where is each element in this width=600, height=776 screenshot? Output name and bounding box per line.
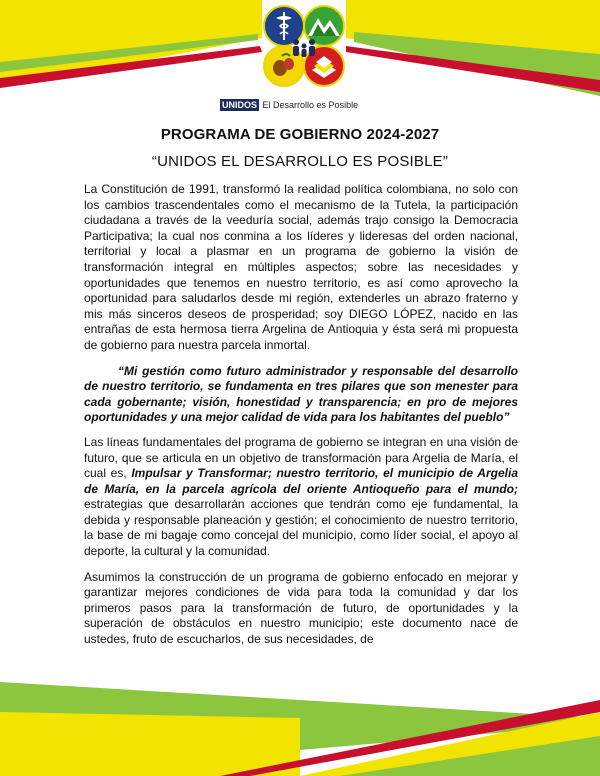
paragraph-lineas	[84, 435, 518, 560]
document-body	[84, 182, 518, 658]
unidos-logo	[262, 4, 346, 88]
document-subtitle: “UNIDOS EL DESARROLLO ES POSIBLE”	[151, 153, 449, 170]
paragraph-lineas-emphasis: Impulsar y Transformar; nuestro territorio, el municipio de Argelia de María, en la parcela agrícola del oriente Antioqueño para el mundo;	[84, 466, 518, 496]
tagline-brand: UNIDOS	[222, 100, 258, 110]
bottom-left-yellow-band	[0, 712, 300, 776]
document-title: PROGRAMA DE GOBIERNO 2024-2027	[160, 126, 440, 143]
tagline-text: El Desarrollo es Posible	[262, 100, 359, 110]
quote-paragraph: “Mi gestión como futuro administrador y responsable del desarrollo de nuestro territorio, se fundamenta en tres pilares que son menester para cada gobernante; visión, honestidad y transparencia; en pro de mejores oportunidades y una mejor calidad de vida para los habitantes del pueblo”	[84, 363, 518, 425]
logo-tagline	[220, 98, 358, 112]
paragraph-lineas-end: estrategias que desarrollarán acciones que tendrán como eje fundamental, la debida y responsable planeación y gestión; el conocimiento de nuestro territorio, la base de mi bagaje como concejal del municipio, como líder social, el apoyo al deporte, la cultural y la comunidad.	[84, 497, 518, 559]
paragraph-asumimos: Asumimos la construcción de un programa de gobierno enfocado en mejorar y garantizar mejores condiciones de vida para toda la comunidad y dar los primeros pasos para la transformación de futuro, de oportunidades y la superación de obstáculos en nuestro municipio; este documento nace de ustedes, fruto de escucharlos, de sus necesidades, de	[84, 569, 518, 647]
paragraph-lineas-start: Las líneas fundamentales del programa de gobierno se integran en una visión de futuro, que se articula en un objetivo de transformación para Argelia de María, el cual es,	[84, 434, 518, 481]
paragraph-constitution: La Constitución de 1991, transformó la realidad política colombiana, no solo con los cambios trascendentales como el mecanismo de la Tutela, la participación ciudadana a través de la veeduría social, además trajo consigo la Democracia Participativa; la cual nos conmina a los líderes y lideresas del orden nacional, territorial y local a plasmar en un programa de gobierno la visión de transformación integral en múltiples aspectos; sobre las necesidades y oportunidades que tenemos en nuestro territorio, es así como aprovecho la oportunidad para saludarlos desde mi región, extenderles un abrazo fraterno y mis más sinceros deseos de prosperidad; soy DIEGO LÓPEZ, nacido en las entrañas de esta hermosa tierra Argelina de Antioquia y ésta será mi propuesta de gobierno para nuestra parcela inmortal.	[84, 182, 518, 352]
family-people-icon	[293, 39, 315, 57]
